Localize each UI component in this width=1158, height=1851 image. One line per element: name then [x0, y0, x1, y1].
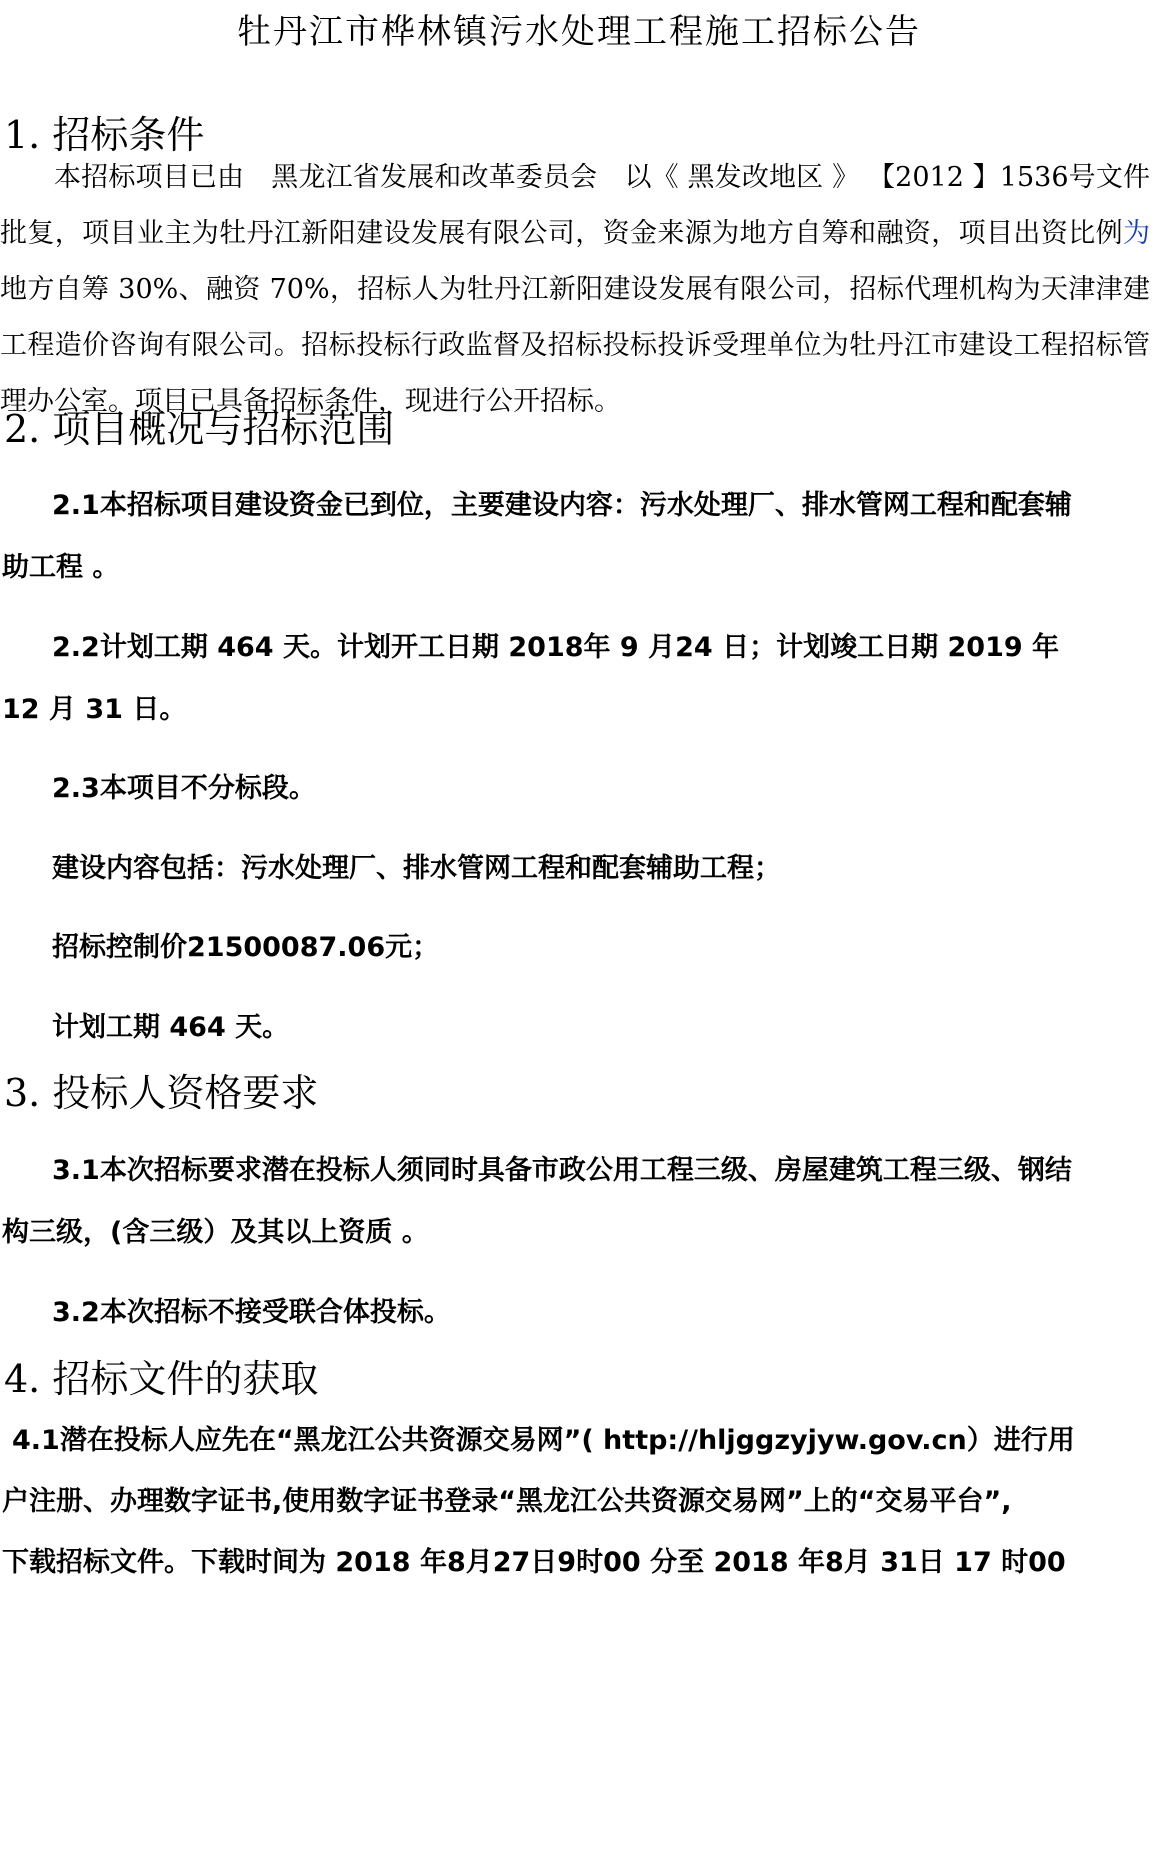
section-1-text-a: 本招标项目已由 黑龙江省发展和改革委员会 以《 黑发改地区 》 【2012 】1536号文件批复，项目业主为牡丹江新阳建设发展有限公司，资金来源为地方自筹和融资，项目出资比例: [0, 162, 1150, 249]
item-2-3: 2.3本项目不分标段。: [52, 773, 316, 804]
item-3-1-line-1: 3.1本次招标要求潜在投标人须同时具备市政公用工程三级、房屋建筑工程三级、钢结: [52, 1155, 1072, 1186]
section-3-heading: 3. 投标人资格要求: [4, 1071, 319, 1115]
item-4-1-line-2: 户注册、办理数字证书,使用数字证书登录“黑龙江公共资源交易网”上的“交易平台”,: [2, 1486, 1012, 1517]
item-3-2: 3.2本次招标不接受联合体投标。: [52, 1297, 451, 1328]
section-1-heading: 1. 招标条件: [4, 113, 205, 157]
section-4-heading: 4. 招标文件的获取: [4, 1357, 319, 1401]
item-2-2-line-1: 2.2计划工期 464 天。计划开工日期 2018年 9 月24 日；计划竣工日期 2019 年: [52, 632, 1060, 663]
item-2-1-line-1: 2.1本招标项目建设资金已到位，主要建设内容：污水处理厂、排水管网工程和配套辅: [52, 490, 1072, 521]
item-2-1-line-2: 助工程 。: [2, 552, 120, 583]
section-2-heading: 2. 项目概况与招标范围: [4, 407, 395, 451]
item-4-1-line-1: 4.1潜在投标人应先在“黑龙江公共资源交易网”( http://hljggzyjyw.gov.cn）进行用: [12, 1425, 1075, 1456]
section-1-paragraph: [0, 150, 1150, 430]
item-3-1-line-2: 构三级，(含三级）及其以上资质 。: [2, 1217, 429, 1248]
section-1-text-blue: 为: [1123, 218, 1150, 249]
document-title: 牡丹江市桦林镇污水处理工程施工招标公告: [237, 12, 921, 52]
section-1-text-b: 地方自筹 30%、融资 70%，招标人为牡丹江新阳建设发展有限公司，招标代理机构为天津津建工程造价咨询有限公司。招标投标行政监督及招标投标投诉受理单位为牡丹江市建设工程招标管理办公室。项目已具备招标条件，现进行公开招标。: [0, 274, 1150, 417]
construction-content: 建设内容包括：污水处理厂、排水管网工程和配套辅助工程；: [52, 853, 781, 884]
item-2-2-line-2: 12 月 31 日。: [2, 694, 187, 725]
planned-period: 计划工期 464 天。: [52, 1012, 290, 1043]
item-4-1-line-3: 下载招标文件。下载时间为 2018 年8月27日9时00 分至 2018 年8月 31日 17 时00: [2, 1547, 1066, 1578]
bid-control-price: 招标控制价21500087.06元；: [52, 932, 440, 963]
